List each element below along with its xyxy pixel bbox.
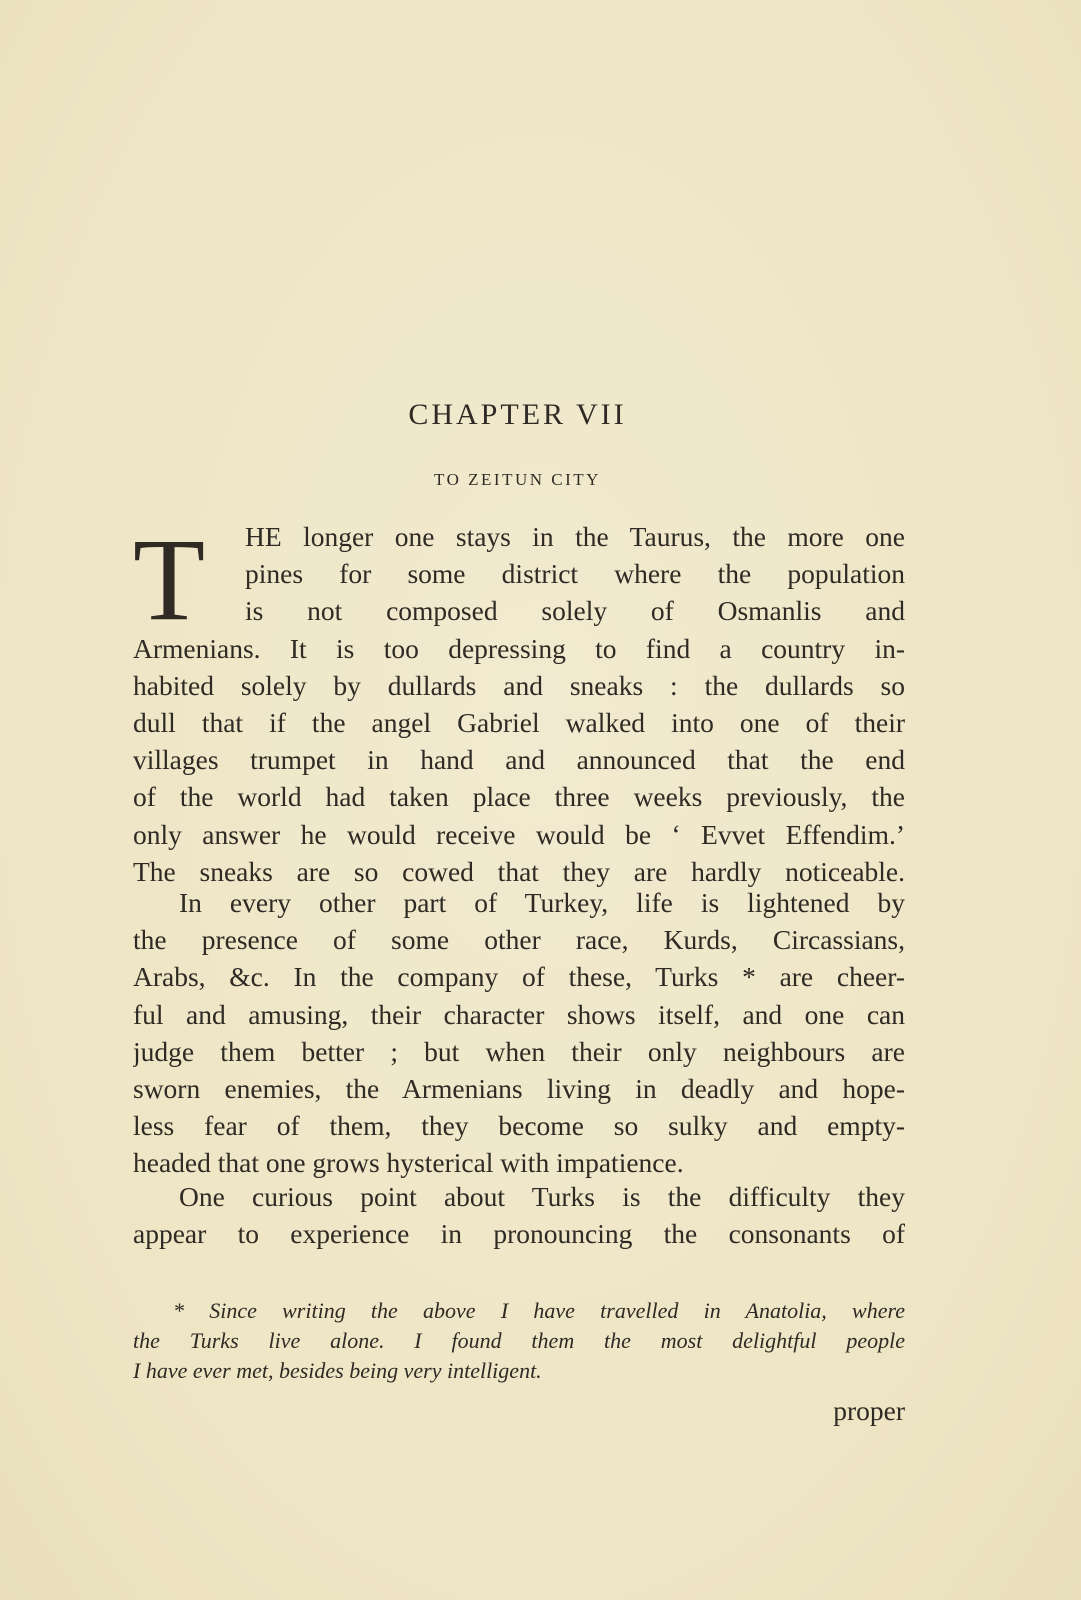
footnote-line: * Since writing the above I have travelled in Anatolia, where (173, 1298, 905, 1323)
paragraph-2 (133, 884, 905, 1182)
footnote-line: I have ever met, besides being very intelligent. (133, 1358, 542, 1383)
text-line: In every other part of Turkey, life is lightened by (179, 887, 905, 918)
text-line: HE longer one stays in the Taurus, the more one (245, 521, 905, 552)
paragraph-1 (133, 514, 905, 890)
text-line: appear to experience in pronouncing the consonants of (133, 1218, 905, 1250)
text-line: is not composed solely of Osmanlis and (245, 595, 905, 627)
text-line: of the world had taken place three weeks previously, the (133, 781, 905, 813)
text-line: ful and amusing, their character shows itself, and one can (133, 998, 905, 1030)
catchword: proper (833, 1395, 905, 1426)
text-line: dull that if the angel Gabriel walked into one of their (133, 706, 905, 738)
text-line: pines for some district where the population (245, 558, 905, 590)
text-line: headed that one grows hysterical with impatience. (133, 1147, 684, 1179)
chapter-title: CHAPTER VII (408, 398, 627, 431)
text-line: Arabs, &c. In the company of these, Turks * are cheer- (133, 961, 905, 993)
text-line: habited solely by dullards and sneaks : the dullards so (133, 669, 905, 701)
text-line: villages trumpet in hand and announced that the end (133, 744, 905, 776)
text-line: only answer he would receive would be ‘ Evvet Effendim.’ (133, 818, 905, 850)
text-line: less fear of them, they become so sulky and empty- (133, 1110, 905, 1142)
text-line: judge them better ; but when their only neighbours are (133, 1035, 905, 1067)
drop-cap: T (133, 514, 206, 645)
text-line: the presence of some other race, Kurds, Circassians, (133, 924, 905, 956)
text-line: One curious point about Turks is the difficulty they (179, 1181, 905, 1212)
footnote (133, 1296, 905, 1386)
text-line: The sneaks are so cowed that they are hardly noticeable. (133, 855, 905, 887)
paragraph-3 (133, 1178, 905, 1252)
footnote-line: the Turks live alone. I found them the most delightful people (133, 1328, 905, 1353)
text-line: Armenians. It is too depressing to find a country in- (133, 632, 905, 664)
text-line: sworn enemies, the Armenians living in deadly and hope- (133, 1072, 905, 1104)
chapter-subtitle: TO ZEITUN CITY (434, 470, 601, 489)
